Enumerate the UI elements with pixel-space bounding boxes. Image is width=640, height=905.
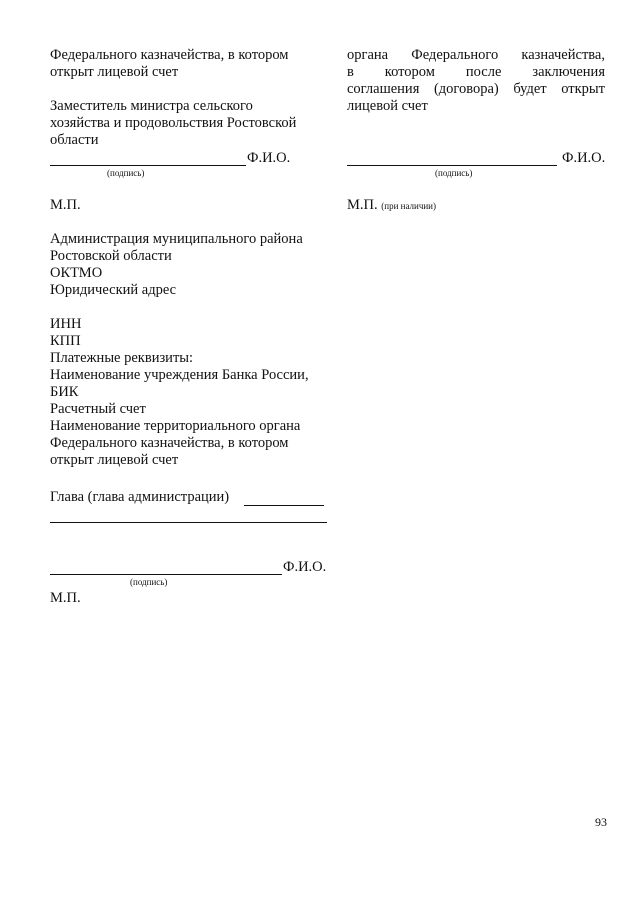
right-fio-label: Ф.И.О. [562,150,606,166]
head-second-line [50,522,327,523]
left-signer-line-2: хозяйства и продовольствия Ростовской [50,115,297,131]
left-mp-label: М.П. [50,197,81,213]
right-top-line-4: лицевой счет [347,98,428,114]
admin-line-2: Ростовской области [50,248,172,264]
left-signature-line [50,165,246,166]
details-line-7: Наименование территориального органа [50,418,301,434]
left-top-line-1: Федерального казначейства, в котором [50,47,289,63]
details-line-8: Федерального казначейства, в котором [50,435,289,451]
admin-line-1: Администрация муниципального района [50,231,303,247]
right-top-line-2: в котором после заключения [347,64,605,80]
admin-line-3: ОКТМО [50,265,103,281]
details-line-3: Платежные реквизиты: [50,350,194,366]
right-top-line-3: соглашения (договора) будет открыт [347,81,605,97]
details-line-2: КПП [50,333,81,349]
left-signer-line-3: области [50,132,99,148]
details-line-1: ИНН [50,316,82,332]
right-signature-line [347,165,557,166]
head-fill-line [244,505,324,506]
right-top-line-1: органа Федерального казначейства, [347,47,605,63]
details-line-6: Расчетный счет [50,401,146,417]
left-signer-line-1: Заместитель министра сельского [50,98,253,114]
left-top-line-2: открыт лицевой счет [50,64,179,80]
left-sign-caption: (подпись) [107,168,145,178]
left-fio-label-2: Ф.И.О. [283,559,327,575]
left-fio-label: Ф.И.О. [247,150,291,166]
right-mp-note: (при наличии) [381,201,436,211]
details-line-5: БИК [50,384,79,400]
left-signature-line-2 [50,574,282,575]
left-sign-caption-2: (подпись) [130,577,168,587]
admin-line-4: Юридический адрес [50,282,177,298]
right-mp-label [347,197,436,215]
head-label: Глава (глава администрации) [50,489,230,505]
details-line-4: Наименование учреждения Банка России, [50,367,309,383]
right-mp-text: М.П. [347,197,378,213]
details-line-9: открыт лицевой счет [50,452,179,468]
right-sign-caption: (подпись) [435,168,473,178]
page-number: 93 [595,815,607,829]
left-mp-label-2: М.П. [50,590,81,606]
